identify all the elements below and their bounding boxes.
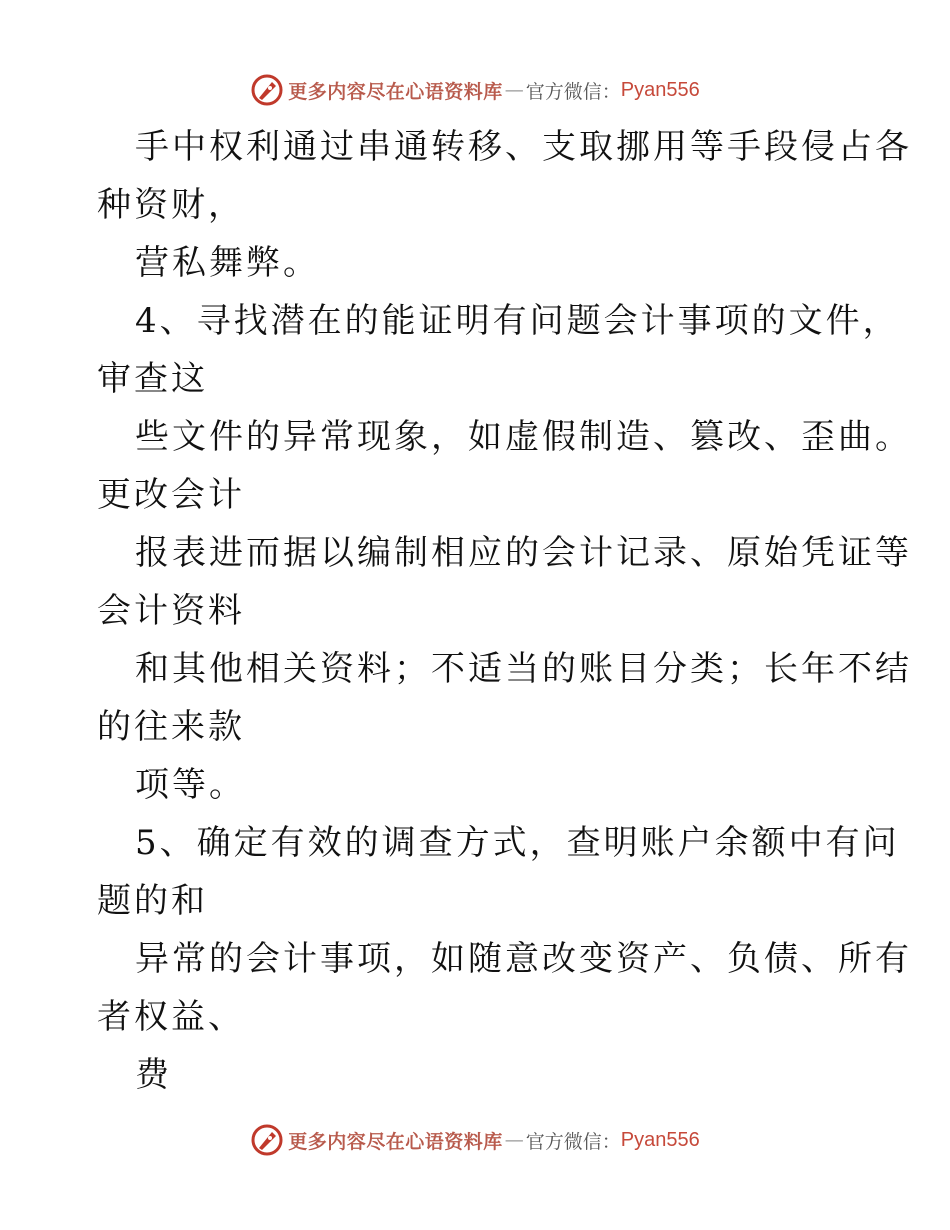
body-line: 费 [135, 1055, 172, 1095]
body-line: 和其他相关资料；不适当的账目分类；长年不结 [135, 649, 912, 689]
body-line: 项等。 [135, 765, 246, 805]
header-banner [0, 70, 950, 110]
body-line: 些文件的异常现象，如虚假制造、篡改、歪曲。 [135, 417, 912, 457]
body-line: 的往来款 [97, 707, 245, 747]
banner-main-text: 更多内容尽在心语资料库 [288, 1130, 503, 1153]
body-line: 手中权利通过串通转移、支取挪用等手段侵占各 [135, 127, 912, 167]
body-line: 营私舞弊。 [135, 243, 320, 283]
body-line: 种资财， [97, 185, 245, 225]
banner-dash: — [504, 79, 524, 101]
body-line: 4、寻找潜在的能证明有问题会计事项的文件， [135, 301, 900, 341]
pen-nib-logo-icon [250, 1123, 284, 1157]
body-line: 异常的会计事项，如随意改变资产、负债、所有 [135, 939, 912, 979]
body-line: 报表进而据以编制相应的会计记录、原始凭证等 [135, 533, 912, 573]
banner-dash: — [504, 1129, 524, 1151]
pen-nib-logo-icon [250, 73, 284, 107]
banner-main-text: 更多内容尽在心语资料库 [288, 80, 503, 103]
body-line: 审查这 [97, 359, 208, 399]
body-line: 题的和 [97, 881, 208, 921]
document-body [97, 118, 912, 1104]
body-line: 更改会计 [97, 475, 245, 515]
body-line: 者权益、 [97, 997, 245, 1037]
banner-wechat-label: 官方微信： [525, 1130, 621, 1153]
banner-wechat-label: 官方微信： [525, 80, 621, 103]
footer-banner [0, 1120, 950, 1160]
banner-wechat-id: Pyan556 [620, 1128, 700, 1151]
body-line: 5、确定有效的调查方式，查明账户余额中有问 [135, 823, 900, 863]
banner-wechat-id: Pyan556 [620, 78, 700, 101]
body-line: 会计资料 [97, 591, 245, 631]
